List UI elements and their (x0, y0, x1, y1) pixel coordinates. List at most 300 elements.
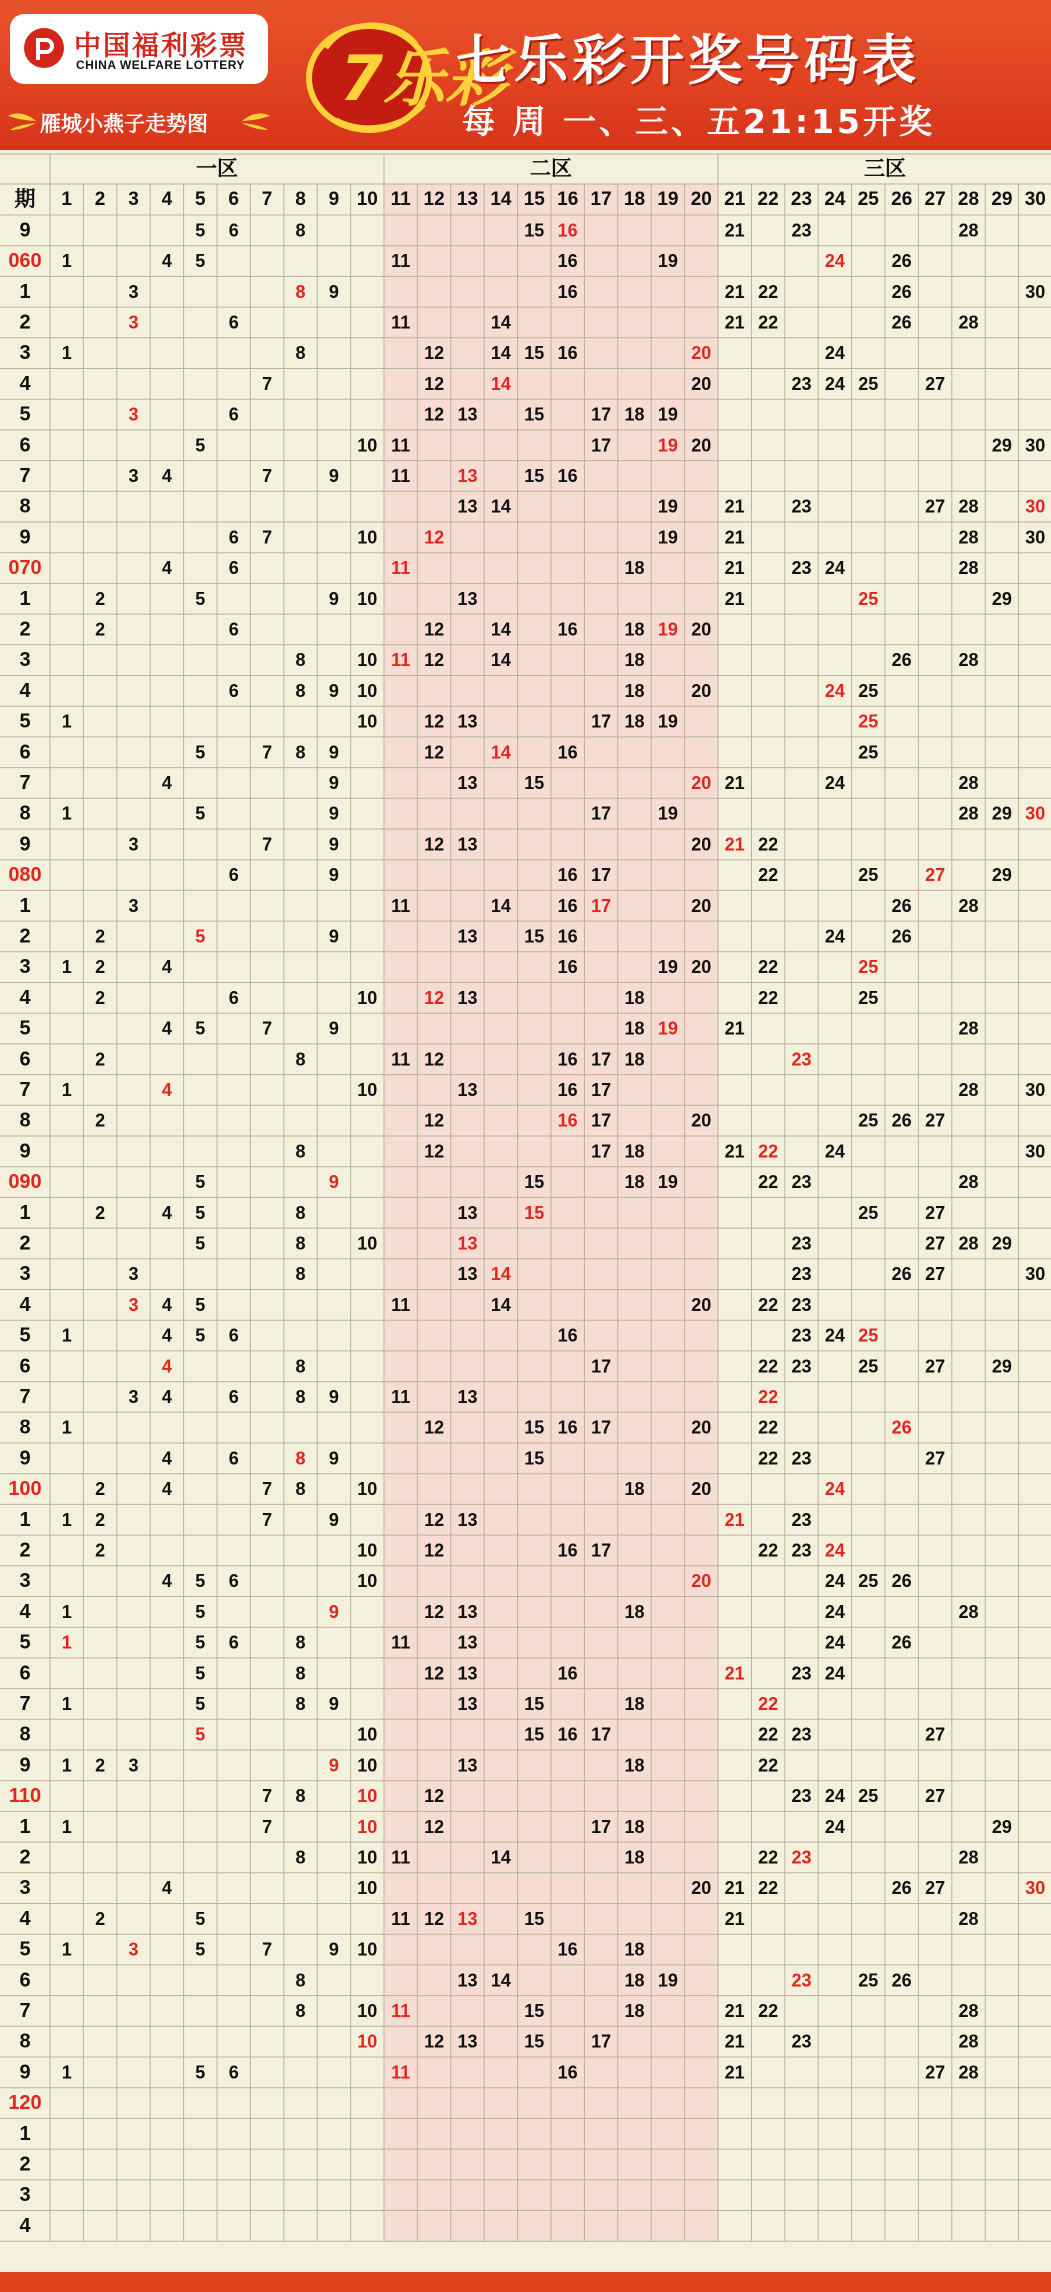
period-label: 1 (19, 1201, 31, 1224)
drawn-number: 4 (161, 1878, 172, 1899)
drawn-number: 10 (357, 987, 378, 1008)
drawn-number: 8 (295, 1786, 306, 1807)
drawn-number: 28 (958, 220, 979, 241)
special-number: 9 (328, 1172, 339, 1193)
drawn-number: 17 (591, 1356, 612, 1377)
special-number: 30 (1025, 1878, 1046, 1899)
drawn-number: 18 (624, 1049, 645, 1070)
drawn-number: 16 (557, 1049, 578, 1070)
drawn-number: 10 (357, 1540, 378, 1561)
drawn-number: 7 (262, 527, 273, 548)
drawn-number: 12 (424, 1417, 445, 1438)
drawn-number: 27 (925, 1356, 946, 1377)
drawn-number: 22 (758, 1724, 779, 1745)
period-label: 5 (19, 1938, 31, 1961)
special-number: 4 (161, 1079, 172, 1100)
drawn-number: 23 (791, 1509, 812, 1530)
drawn-number: 15 (524, 220, 545, 241)
drawn-number: 30 (1025, 1141, 1046, 1162)
period-label: 7 (19, 1692, 31, 1715)
special-number: 5 (195, 926, 206, 947)
drawn-number: 28 (958, 558, 979, 579)
drawn-number: 9 (328, 1939, 339, 1960)
drawn-number: 22 (758, 281, 779, 302)
drawn-number: 16 (557, 343, 578, 364)
drawn-number: 16 (557, 2062, 578, 2083)
drawn-number: 1 (61, 711, 72, 732)
drawn-number: 18 (624, 680, 645, 701)
drawn-number: 27 (925, 1786, 946, 1807)
drawn-number: 9 (328, 1386, 339, 1407)
drawn-number: 10 (357, 1847, 378, 1868)
drawn-number: 23 (791, 1325, 812, 1346)
drawn-number: 24 (824, 343, 845, 364)
drawn-number: 5 (195, 1018, 206, 1039)
drawn-number: 25 (858, 865, 879, 886)
drawn-number: 1 (61, 1601, 72, 1622)
drawn-number: 6 (228, 1325, 239, 1346)
drawn-number: 14 (490, 619, 511, 640)
period-label: 060 (8, 250, 42, 273)
drawn-number: 5 (195, 2062, 206, 2083)
drawn-number: 23 (791, 1540, 812, 1561)
period-label: 9 (19, 526, 31, 549)
drawn-number: 18 (624, 1601, 645, 1622)
period-label: 8 (19, 1416, 31, 1439)
drawn-number: 16 (557, 895, 578, 916)
period-label: 4 (19, 986, 31, 1009)
drawn-number: 7 (262, 465, 273, 486)
drawn-number: 1 (61, 1939, 72, 1960)
drawn-number: 2 (95, 1540, 106, 1561)
drawn-number: 16 (557, 1417, 578, 1438)
drawn-number: 22 (758, 1540, 779, 1561)
special-number: 8 (295, 1448, 306, 1469)
drawn-number: 5 (195, 1233, 206, 1254)
drawn-number: 18 (624, 650, 645, 671)
drawn-number: 16 (557, 865, 578, 886)
period-label: 7 (19, 464, 31, 487)
drawn-number: 24 (824, 772, 845, 793)
drawn-number: 23 (791, 373, 812, 394)
drawn-number: 17 (591, 1417, 612, 1438)
drawn-number: 30 (1025, 1079, 1046, 1100)
drawn-number: 6 (228, 987, 239, 1008)
drawn-number: 13 (457, 1509, 478, 1530)
drawn-number: 18 (624, 1172, 645, 1193)
drawn-number: 4 (161, 772, 172, 793)
drawn-number: 12 (424, 1141, 445, 1162)
drawn-number: 8 (295, 1264, 306, 1285)
period-label: 3 (19, 342, 31, 365)
drawn-number: 17 (591, 1049, 612, 1070)
drawn-number: 15 (524, 1693, 545, 1714)
drawn-number: 26 (891, 1110, 912, 1131)
drawn-number: 23 (791, 1264, 812, 1285)
drawn-number: 9 (328, 465, 339, 486)
column-header-number: 18 (623, 189, 646, 210)
drawn-number: 6 (228, 619, 239, 640)
drawn-number: 28 (958, 2031, 979, 2052)
drawn-number: 27 (925, 1233, 946, 1254)
column-header-number: 9 (328, 189, 340, 210)
period-label: 1 (19, 280, 31, 303)
drawn-number: 23 (791, 2031, 812, 2052)
period-label: 7 (19, 1385, 31, 1408)
special-number: 16 (557, 220, 578, 241)
drawn-number: 22 (758, 1417, 779, 1438)
drawn-number: 4 (161, 1448, 172, 1469)
drawn-number: 25 (858, 1571, 879, 1592)
drawn-number: 11 (391, 895, 411, 916)
column-header-number: 11 (390, 189, 411, 210)
drawn-number: 26 (891, 895, 912, 916)
drawn-number: 12 (424, 1601, 445, 1622)
period-label: 2 (19, 1846, 31, 1869)
drawn-number: 26 (891, 1632, 912, 1653)
drawn-number: 21 (724, 588, 745, 609)
special-number: 21 (724, 1509, 745, 1530)
drawn-number: 11 (391, 312, 411, 333)
drawn-number: 4 (161, 1386, 172, 1407)
drawn-number: 5 (195, 435, 206, 456)
period-label: 3 (19, 1877, 31, 1900)
drawn-number: 22 (758, 987, 779, 1008)
drawn-number: 3 (128, 1386, 139, 1407)
drawn-number: 10 (357, 588, 378, 609)
drawn-number: 4 (161, 465, 172, 486)
drawn-number: 6 (228, 1448, 239, 1469)
drawn-number: 15 (524, 1172, 545, 1193)
period-label: 8 (19, 2030, 31, 2053)
drawn-number: 21 (724, 312, 745, 333)
drawn-number: 21 (724, 1878, 745, 1899)
period-label: 120 (8, 2092, 42, 2115)
drawn-number: 21 (724, 1141, 745, 1162)
column-header-number: 1 (61, 189, 72, 210)
drawn-number: 11 (391, 435, 411, 456)
drawn-number: 4 (161, 1479, 172, 1500)
period-label: 2 (19, 1232, 31, 1255)
drawn-number: 1 (61, 1693, 72, 1714)
drawn-number: 8 (295, 1356, 306, 1377)
column-header-number: 12 (423, 189, 445, 210)
drawn-number: 5 (195, 803, 206, 824)
drawn-number: 30 (1025, 1264, 1046, 1285)
drawn-number: 4 (161, 251, 172, 272)
drawn-number: 27 (925, 1724, 946, 1745)
drawn-number: 8 (295, 1202, 306, 1223)
drawn-number: 19 (657, 1970, 678, 1991)
special-number: 3 (128, 1939, 139, 1960)
drawn-number: 30 (1025, 527, 1046, 548)
period-label: 3 (19, 956, 31, 979)
drawn-number: 27 (925, 1202, 946, 1223)
drawn-number: 5 (195, 220, 206, 241)
drawn-number: 1 (61, 957, 72, 978)
drawn-number: 9 (328, 865, 339, 886)
drawn-number: 9 (328, 1448, 339, 1469)
drawn-number: 7 (262, 742, 273, 763)
period-label: 7 (19, 1078, 31, 1101)
drawn-number: 16 (557, 1939, 578, 1960)
drawn-number: 12 (424, 742, 445, 763)
drawn-number: 13 (457, 2031, 478, 2052)
drawn-number: 22 (758, 312, 779, 333)
drawn-number: 7 (262, 1018, 273, 1039)
special-number: 20 (691, 1571, 712, 1592)
drawn-number: 13 (457, 1264, 478, 1285)
drawn-number: 13 (457, 711, 478, 732)
drawn-number: 1 (61, 1816, 72, 1837)
period-label: 6 (19, 1355, 31, 1378)
column-header-number: 29 (991, 189, 1013, 210)
drawn-number: 15 (524, 1417, 545, 1438)
drawn-number: 9 (328, 803, 339, 824)
drawn-number: 24 (824, 1663, 845, 1684)
drawn-number: 14 (490, 496, 511, 517)
drawn-number: 23 (791, 1356, 812, 1377)
period-label: 3 (19, 1263, 31, 1286)
drawn-number: 5 (195, 1325, 206, 1346)
drawn-number: 18 (624, 1816, 645, 1837)
drawn-number: 22 (758, 1294, 779, 1315)
drawn-number: 24 (824, 1632, 845, 1653)
drawn-number: 21 (724, 496, 745, 517)
special-number: 21 (724, 834, 745, 855)
drawn-number: 5 (195, 251, 206, 272)
drawn-number: 23 (791, 1724, 812, 1745)
special-number: 9 (328, 1601, 339, 1622)
period-label: 9 (19, 2061, 31, 2084)
drawn-number: 28 (958, 650, 979, 671)
drawn-number: 23 (791, 1448, 812, 1469)
drawn-number: 19 (657, 803, 678, 824)
drawn-number: 28 (958, 527, 979, 548)
column-header-number: 19 (657, 189, 679, 210)
drawn-number: 1 (61, 1079, 72, 1100)
drawn-number: 17 (591, 1816, 612, 1837)
drawn-number: 11 (391, 1847, 411, 1868)
period-label: 2 (19, 618, 31, 641)
logo-english-text: CHINA WELFARE LOTTERY (76, 58, 245, 72)
drawn-number: 13 (457, 1632, 478, 1653)
drawn-number: 16 (557, 957, 578, 978)
special-number: 19 (657, 1018, 678, 1039)
special-number: 10 (357, 2031, 378, 2052)
drawn-number: 25 (858, 1202, 879, 1223)
drawn-number: 10 (357, 680, 378, 701)
drawn-number: 27 (925, 1264, 946, 1285)
drawn-number: 15 (524, 1724, 545, 1745)
drawn-number: 1 (61, 251, 72, 272)
drawn-number: 2 (95, 987, 106, 1008)
drawn-number: 5 (195, 742, 206, 763)
drawn-number: 22 (758, 957, 779, 978)
drawn-number: 10 (357, 1755, 378, 1776)
drawn-number: 28 (958, 895, 979, 916)
period-label: 6 (19, 1048, 31, 1071)
drawn-number: 16 (557, 251, 578, 272)
drawn-number: 14 (490, 895, 511, 916)
special-number: 22 (758, 1693, 779, 1714)
drawn-number: 27 (925, 496, 946, 517)
drawn-number: 24 (824, 1571, 845, 1592)
drawn-number: 1 (61, 1417, 72, 1438)
drawn-number: 17 (591, 435, 612, 456)
drawn-number: 10 (357, 1571, 378, 1592)
drawn-number: 8 (295, 1049, 306, 1070)
period-label: 090 (8, 1171, 42, 1194)
drawn-number: 9 (328, 742, 339, 763)
special-number: 10 (357, 1816, 378, 1837)
period-label: 7 (19, 1999, 31, 2022)
period-label: 7 (19, 771, 31, 794)
drawn-number: 29 (991, 435, 1012, 456)
special-number: 5 (195, 1724, 206, 1745)
drawn-number: 23 (791, 220, 812, 241)
drawn-number: 19 (657, 1172, 678, 1193)
special-number: 1 (61, 1632, 72, 1653)
drawn-number: 29 (991, 803, 1012, 824)
drawn-number: 18 (624, 558, 645, 579)
special-number: 9 (328, 1755, 339, 1776)
drawn-number: 26 (891, 1970, 912, 1991)
drawn-number: 11 (391, 251, 411, 272)
drawn-number: 21 (724, 2000, 745, 2021)
drawn-number: 13 (457, 834, 478, 855)
drawn-number: 24 (824, 1601, 845, 1622)
drawn-number: 10 (357, 1878, 378, 1899)
draw-schedule: 每 周 一、三、五21:15开奖 (462, 102, 936, 141)
drawn-number: 18 (624, 1970, 645, 1991)
drawn-number: 4 (161, 1325, 172, 1346)
drawn-number: 18 (624, 711, 645, 732)
drawn-number: 1 (61, 2062, 72, 2083)
drawn-number: 1 (61, 1509, 72, 1530)
period-label: 080 (8, 864, 42, 887)
drawn-number: 8 (295, 742, 306, 763)
special-number: 8 (295, 281, 306, 302)
drawn-number: 12 (424, 2031, 445, 2052)
drawn-number: 24 (824, 926, 845, 947)
period-label: 4 (19, 1907, 31, 1930)
drawn-number: 4 (161, 1202, 172, 1223)
drawn-number: 17 (591, 1540, 612, 1561)
column-header-number: 13 (456, 189, 479, 210)
drawn-number: 14 (490, 343, 511, 364)
drawn-number: 19 (657, 251, 678, 272)
drawn-number: 28 (958, 496, 979, 517)
drawn-number: 13 (457, 1755, 478, 1776)
drawn-number: 2 (95, 1509, 106, 1530)
special-number: 24 (824, 1540, 845, 1561)
drawn-number: 10 (357, 1724, 378, 1745)
drawn-number: 5 (195, 1939, 206, 1960)
drawn-number: 18 (624, 1479, 645, 1500)
period-label: 4 (19, 679, 31, 702)
period-label: 3 (19, 649, 31, 672)
drawn-number: 18 (624, 1018, 645, 1039)
drawn-number: 1 (61, 1325, 72, 1346)
drawn-number: 17 (591, 1079, 612, 1100)
drawn-number: 28 (958, 1908, 979, 1929)
drawn-number: 6 (228, 680, 239, 701)
drawn-number: 17 (591, 404, 612, 425)
drawn-number: 12 (424, 343, 445, 364)
special-number: 20 (691, 343, 712, 364)
drawn-number: 21 (724, 2031, 745, 2052)
drawn-number: 13 (457, 1202, 478, 1223)
drawn-number: 11 (391, 465, 411, 486)
drawn-number: 20 (691, 957, 712, 978)
drawn-number: 28 (958, 1018, 979, 1039)
drawn-number: 21 (724, 527, 745, 548)
drawn-number: 23 (791, 1786, 812, 1807)
drawn-number: 12 (424, 1663, 445, 1684)
drawn-number: 23 (791, 558, 812, 579)
drawn-number: 17 (591, 803, 612, 824)
drawn-number: 16 (557, 1724, 578, 1745)
drawn-number: 7 (262, 373, 273, 394)
drawn-number: 26 (891, 312, 912, 333)
drawn-number: 9 (328, 926, 339, 947)
drawn-number: 21 (724, 281, 745, 302)
drawn-number: 20 (691, 1294, 712, 1315)
drawn-number: 23 (791, 496, 812, 517)
drawn-number: 6 (228, 865, 239, 886)
drawn-number: 9 (328, 1018, 339, 1039)
special-number: 25 (858, 711, 879, 732)
drawn-number: 20 (691, 895, 712, 916)
drawn-number: 21 (724, 2062, 745, 2083)
period-label: 8 (19, 1723, 31, 1746)
drawn-number: 21 (724, 558, 745, 579)
period-label: 9 (19, 1140, 31, 1163)
drawn-number: 22 (758, 2000, 779, 2021)
drawn-number: 29 (991, 1233, 1012, 1254)
period-label: 2 (19, 311, 31, 334)
drawn-number: 7 (262, 1786, 273, 1807)
drawn-number: 26 (891, 251, 912, 272)
period-label: 8 (19, 802, 31, 825)
drawn-number: 14 (490, 1294, 511, 1315)
drawn-number: 29 (991, 588, 1012, 609)
period-label: 1 (19, 587, 31, 610)
special-number: 25 (858, 957, 879, 978)
drawn-number: 9 (328, 1693, 339, 1714)
drawn-number: 28 (958, 1233, 979, 1254)
drawn-number: 4 (161, 1571, 172, 1592)
drawn-number: 13 (457, 1386, 478, 1407)
drawn-number: 19 (657, 527, 678, 548)
drawn-number: 5 (195, 1693, 206, 1714)
drawn-number: 2 (95, 619, 106, 640)
drawn-number: 2 (95, 588, 106, 609)
drawn-number: 2 (95, 1479, 106, 1500)
drawn-number: 10 (357, 435, 378, 456)
drawn-number: 15 (524, 2000, 545, 2021)
drawn-number: 14 (490, 312, 511, 333)
drawn-number: 20 (691, 619, 712, 640)
special-number: 24 (824, 680, 845, 701)
drawn-number: 12 (424, 404, 445, 425)
drawn-number: 27 (925, 1878, 946, 1899)
period-label: 1 (19, 894, 31, 917)
badge-text: 7乐彩 (340, 42, 508, 115)
drawn-number: 12 (424, 1110, 445, 1131)
zone-label: 一区 (196, 157, 238, 181)
